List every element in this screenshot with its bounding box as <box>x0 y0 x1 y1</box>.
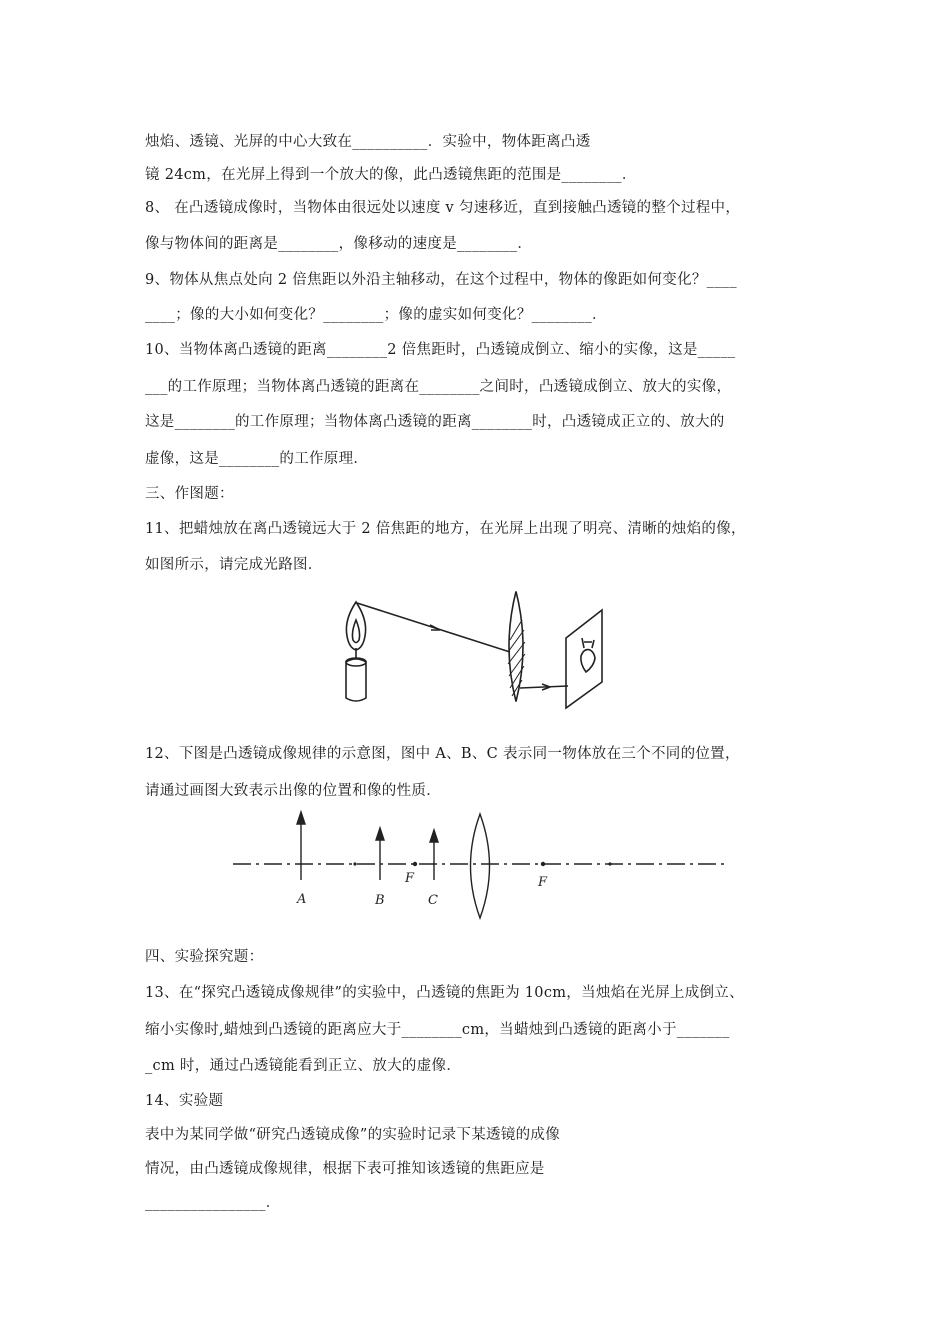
label-a: A <box>297 892 307 907</box>
question-12-text-line-1: 12、下图是凸透镜成像规律的示意图，图中 A、B、C 表示同一物体放在三个不同的位置， <box>145 746 740 762</box>
question-8-text-line-2: 像与物体间的距离是________，像移动的速度是________． <box>145 236 533 252</box>
question-14-text-line-2: 情况，由凸透镜成像规律，根据下表可推知该透镜的焦距应是 <box>145 1161 545 1177</box>
question-14-heading: 14、实验题 <box>145 1093 224 1109</box>
lens-hatching <box>508 620 525 696</box>
question-10-text-line-4: 虚像，这是________的工作原理． <box>145 451 369 467</box>
question-13-text-line-1: 13、在“探究凸透镜成像规律”的实验中，凸透镜的焦距为 10cm，当烛焰在光屏上成倒立、 <box>145 985 744 1001</box>
question-11-text-line-1: 11、把蜡烛放在离凸透镜远大于 2 倍焦距的地方，在光屏上出现了明亮、清晰的烛焰的像， <box>145 521 746 537</box>
label-c: C <box>428 893 438 908</box>
section-4-heading: 四、实验探究题： <box>145 949 264 965</box>
axis-convex-lens <box>471 814 490 918</box>
label-focus-right: F <box>538 875 548 890</box>
question-14-answer-blank: ________________． <box>145 1195 281 1211</box>
question-9-text-line-2: ____；像的大小如何变化？________；像的虚实如何变化？________． <box>145 307 607 323</box>
section-3-heading: 三、作图题： <box>145 486 234 502</box>
question-11-text-line-2: 如图所示，请完成光路图． <box>145 557 323 573</box>
screen-image-flame <box>581 650 595 672</box>
label-focus-left: F <box>405 871 415 886</box>
question-8-text-line-1: 8、 在凸透镜成像时，当物体由很远处以速度 v 匀速移近，直到接触凸透镜的整个过程中， <box>145 200 741 216</box>
light-screen <box>566 610 602 708</box>
label-b: B <box>375 893 385 908</box>
question-13-text-line-2: 缩小实像时,蜡烛到凸透镜的距离应大于________cm，当蜡烛到凸透镜的距离小于_______ <box>145 1022 730 1038</box>
question-10-text-line-3: 这是________的工作原理；当物体离凸透镜的距离________时，凸透镜成正立的、放大的 <box>145 414 725 430</box>
focal-point-right <box>541 862 545 866</box>
candle-lens-screen-figure <box>330 590 620 710</box>
question-13-text-line-3: _cm 时，通过凸透镜能看到正立、放大的虚像． <box>145 1058 462 1074</box>
question-12-text-line-2: 请通过画图大致表示出像的位置和像的性质． <box>145 783 441 799</box>
question-7-text-line-1: 烛焰、透镜、光屏的中心大致在__________．实验中，物体距离凸透 <box>145 134 591 150</box>
question-7-text-line-2: 镜 24cm，在光屏上得到一个放大的像，此凸透镜焦距的范围是________． <box>145 167 637 183</box>
question-10-text-line-2: ___的工作原理；当物体离凸透镜的距离在________之间时，凸透镜成倒立、放大的实像， <box>145 379 732 395</box>
question-10-text-line-1: 10、当物体离凸透镜的距离________2 倍焦距时，凸透镜成倒立、缩小的实像，这是_____ <box>145 342 736 358</box>
light-ray-refracted <box>520 686 568 688</box>
lens-axis-figure <box>225 810 735 920</box>
focal-point-left <box>413 862 417 866</box>
question-9-text-line-1: 9、物体从焦点处向 2 倍焦距以外沿主轴移动，在这个过程中，物体的像距如何变化？____ <box>145 272 737 288</box>
question-14-text-line-1: 表中为某同学做“研究凸透镜成像”的实验时记录下某透镜的成像 <box>145 1127 561 1143</box>
